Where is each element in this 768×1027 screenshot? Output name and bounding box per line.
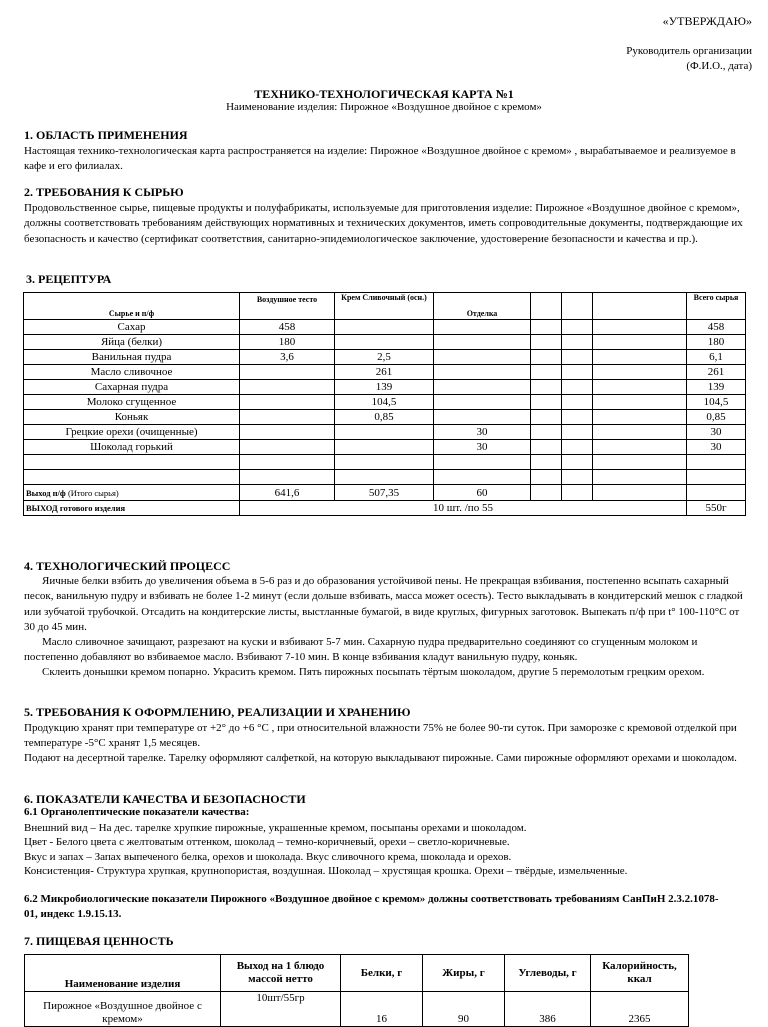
section-5-heading: 5. ТРЕБОВАНИЯ К ОФОРМЛЕНИЮ, РЕАЛИЗАЦИИ И ХРАНЕНИЮ: [24, 705, 411, 719]
table-cell: 30: [434, 425, 531, 440]
table-cell: [562, 440, 593, 455]
table-cell: 0,85: [335, 410, 434, 425]
table-row: [24, 410, 746, 425]
output-quantity: 10 шт. /по 55: [240, 501, 687, 516]
table-cell: [24, 470, 240, 485]
recipe-table: [23, 292, 746, 516]
table-cell: 60: [434, 485, 531, 501]
column-header: Отделка: [434, 293, 531, 320]
table-cell: 507,35: [335, 485, 434, 501]
table-cell: Грецкие орехи (очищенные): [24, 425, 240, 440]
table-cell: 139: [687, 380, 746, 395]
table-cell: 30: [687, 440, 746, 455]
nutrition-cell: Пирожное «Воздушное двойное с кремом»: [25, 992, 221, 1027]
table-cell: [531, 365, 562, 380]
column-header: [562, 293, 593, 320]
table-row: [24, 455, 746, 470]
table-cell: [593, 320, 687, 335]
table-cell: [240, 380, 335, 395]
table-cell: 180: [687, 335, 746, 350]
table-cell: 139: [335, 380, 434, 395]
nutrition-column-header: Углеводы, г: [505, 955, 591, 992]
output-row: [24, 501, 746, 516]
table-row: [24, 350, 746, 365]
yield-label-bold: Выход п/ф: [26, 487, 66, 498]
quality-consistency: Консистенция- Структура хрупкая, крупнопористая, воздушная. Шоколад – хрустящая крошка. Орехи – твёрдые, измельченные.: [24, 865, 628, 877]
document-title: ТЕХНИКО-ТЕХНОЛОГИЧЕСКАЯ КАРТА №1: [254, 87, 514, 101]
process-paragraph-1: Яичные белки взбить до увеличения объема в 5-6 раз и до образования устойчивой пены. Не прекращая взбивания, постепенно всыпать сахарный песок, ванильную пудру и взбивать не более 1-2 минут (если дольше взбивать, масса может осесть). Тесто выкладывать в кондитерский мешок с гладкой или зубчатой трубочкой. Отсадить на кондитерские листы, выстланные бумагой, в виде круглых, фигурных заготовок. Выпекать п/ф при t° 100-110°С от 30 до 45 мин.: [24, 575, 743, 634]
table-cell: [562, 485, 593, 501]
table-cell: [593, 335, 687, 350]
nutrition-cell: 2365: [591, 992, 689, 1027]
table-cell: [593, 440, 687, 455]
table-cell: [562, 470, 593, 485]
table-cell: [240, 440, 335, 455]
table-cell: [531, 335, 562, 350]
table-cell: [562, 350, 593, 365]
table-cell: [562, 365, 593, 380]
table-cell: [240, 425, 335, 440]
table-cell: [562, 425, 593, 440]
table-cell: 104,5: [335, 395, 434, 410]
yield-row: [24, 485, 746, 501]
nutrition-column-header: Жиры, г: [423, 955, 505, 992]
table-cell: [240, 455, 335, 470]
section-4-heading: 4. ТЕХНОЛОГИЧЕСКИЙ ПРОЦЕСС: [24, 559, 231, 573]
section-1-text: Настоящая технико-технологическая карта распространяется на изделие: Пирожное «Воздушное двойное с кремом» , вырабатываемое и реализуемое в кафе и его филиалах.: [24, 145, 736, 173]
table-cell: [593, 350, 687, 365]
table-cell: [434, 350, 531, 365]
storage-paragraph-2: Подают на десертной тарелке. Тарелку оформляют салфеткой, на которую выкладывают пирожные. Сами пирожные оформляют орехами и шоколадом.: [24, 752, 737, 764]
nutrition-header-row: [25, 955, 689, 992]
column-header: [531, 293, 562, 320]
table-cell: [335, 320, 434, 335]
table-cell: [335, 335, 434, 350]
section-3-heading: 3. РЕЦЕПТУРА: [26, 272, 112, 286]
table-cell: 261: [335, 365, 434, 380]
table-cell: [562, 320, 593, 335]
table-cell: [531, 380, 562, 395]
table-cell: 3,6: [240, 350, 335, 365]
table-cell: [335, 440, 434, 455]
nutrition-table: [24, 954, 689, 1027]
table-cell: 30: [687, 425, 746, 440]
nutrition-column-header: Наименование изделия: [25, 955, 221, 992]
table-row: [24, 470, 746, 485]
table-cell: [434, 395, 531, 410]
quality-appearance: Внешний вид – На дес. тарелке хрупкие пирожные, украшенные кремом, посыпаны орехами и шоколадом.: [24, 822, 527, 834]
nutrition-column-header: Белки, г: [341, 955, 423, 992]
nutrition-row: [25, 992, 689, 1027]
table-cell: Сахарная пудра: [24, 380, 240, 395]
table-cell: [531, 455, 562, 470]
table-cell: [531, 440, 562, 455]
table-cell: [335, 455, 434, 470]
table-cell: [593, 485, 687, 501]
table-cell: [434, 455, 531, 470]
table-cell: [687, 485, 746, 501]
table-row: [24, 380, 746, 395]
table-cell: 180: [240, 335, 335, 350]
table-cell: [531, 485, 562, 501]
table-cell: 261: [687, 365, 746, 380]
nutrition-column-header: Выход на 1 блюдо массой нетто: [221, 955, 341, 992]
nutrition-cell: 10шт/55гр: [221, 992, 341, 1027]
table-row: [24, 395, 746, 410]
table-cell: [593, 365, 687, 380]
nutrition-cell: 16: [341, 992, 423, 1027]
table-cell: [593, 395, 687, 410]
table-cell: 30: [434, 440, 531, 455]
organoleptic-heading: 6.1 Органолептические показатели качества:: [24, 806, 250, 818]
output-label: ВЫХОД готового изделия: [24, 501, 240, 516]
table-cell: [593, 470, 687, 485]
table-cell: [593, 380, 687, 395]
organization-head-label: Руководитель организации: [626, 45, 752, 57]
table-cell: [562, 410, 593, 425]
table-cell: [434, 380, 531, 395]
table-cell: 641,6: [240, 485, 335, 501]
recipe-table-header: [24, 293, 746, 320]
table-row: [24, 365, 746, 380]
column-header: Сырье и п/ф: [24, 293, 240, 320]
section-6-heading: 6. ПОКАЗАТЕЛИ КАЧЕСТВА И БЕЗОПАСНОСТИ: [24, 792, 306, 806]
table-cell: [434, 335, 531, 350]
table-row: [24, 335, 746, 350]
table-cell: [531, 410, 562, 425]
microbiology-requirements: 6.2 Микробиологические показатели Пирожного «Воздушное двойное с кремом» должны соответствовать требованиям СанПиН 2.3.2.1078-01, индекс 1.9.15.13.: [24, 893, 719, 921]
nutrition-cell: 386: [505, 992, 591, 1027]
yield-label-rest: (Итого сырья): [65, 487, 119, 498]
column-header: Крем Сливочный (осн.): [335, 293, 434, 320]
table-row: [24, 320, 746, 335]
section-1-heading: 1. ОБЛАСТЬ ПРИМЕНЕНИЯ: [24, 128, 188, 142]
table-cell: 2,5: [335, 350, 434, 365]
yield-label: [24, 485, 240, 501]
table-cell: [24, 455, 240, 470]
product-name: Наименование изделия: Пирожное «Воздушное двойное с кремом»: [226, 101, 542, 113]
storage-paragraph-1: Продукцию хранят при температуре от +2° до +6 °С , при относительной влажности 75% не более 90-ти суток. При заморозке с кремовой отделкой при температуре -5°С хранят 1,5 месяцев.: [24, 722, 737, 750]
quality-color: Цвет - Белого цвета с желтоватым оттенком, шоколад – темно-коричневый, орехи – светло-коричневые.: [24, 836, 510, 848]
table-cell: Масло сливочное: [24, 365, 240, 380]
table-cell: 458: [687, 320, 746, 335]
section-2-text: Продовольственное сырье, пищевые продукты и полуфабрикаты, используемые для приготовления изделие: Пирожное «Воздушное двойное с кремом», должны соответствовать требованиям действующих нормативных и технических документов, иметь сопроводительные документы, подтверждающие их безопасность и качество (сертификат соответствия, санитарно-эпидемиологическое заключение, удостоверение безопасности и качества и пр.).: [24, 202, 743, 245]
table-cell: [593, 425, 687, 440]
column-header: Воздушное тесто: [240, 293, 335, 320]
section-7-heading: 7. ПИЩЕВАЯ ЦЕННОСТЬ: [24, 934, 174, 948]
nutrition-cell: 90: [423, 992, 505, 1027]
table-cell: [687, 455, 746, 470]
table-cell: [531, 320, 562, 335]
process-paragraph-3: Склеить донышки кремом попарно. Украсить кремом. Пять пирожных посыпать тёртым шоколадом, другие 5 перемолотым грецким орехом.: [42, 666, 705, 678]
table-cell: 104,5: [687, 395, 746, 410]
table-cell: [562, 395, 593, 410]
quality-taste: Вкус и запах – Запах выпеченого белка, орехов и шоколада. Вкус сливочного крема, шоколада и орехов.: [24, 851, 512, 863]
table-cell: [434, 365, 531, 380]
table-cell: [434, 470, 531, 485]
table-cell: [434, 410, 531, 425]
table-cell: [687, 470, 746, 485]
table-cell: [240, 395, 335, 410]
column-header: [593, 293, 687, 320]
table-cell: Коньяк: [24, 410, 240, 425]
table-cell: Молоко сгущенное: [24, 395, 240, 410]
table-row: [24, 440, 746, 455]
table-cell: [434, 320, 531, 335]
nutrition-column-header: Калорийность, ккал: [591, 955, 689, 992]
table-cell: [562, 380, 593, 395]
table-cell: Яйца (белки): [24, 335, 240, 350]
table-cell: [240, 470, 335, 485]
table-cell: [593, 410, 687, 425]
table-cell: [240, 365, 335, 380]
approve-stamp: «УТВЕРЖДАЮ»: [662, 14, 752, 28]
fio-date-label: (Ф.И.О., дата): [686, 60, 752, 72]
table-cell: [531, 395, 562, 410]
table-cell: [335, 425, 434, 440]
section-2-heading: 2. ТРЕБОВАНИЯ К СЫРЬЮ: [24, 185, 184, 199]
table-cell: [562, 335, 593, 350]
table-cell: [335, 470, 434, 485]
table-cell: [531, 470, 562, 485]
table-cell: Ванильная пудра: [24, 350, 240, 365]
table-cell: [240, 410, 335, 425]
table-cell: Сахар: [24, 320, 240, 335]
table-row: [24, 425, 746, 440]
table-cell: 0,85: [687, 410, 746, 425]
table-cell: 458: [240, 320, 335, 335]
table-cell: [562, 455, 593, 470]
table-cell: 6,1: [687, 350, 746, 365]
process-paragraph-2: Масло сливочное зачищают, разрезают на куски и взбивают 5-7 мин. Сахарную пудра предварительно соединяют со сгущенным молоком и постепенно добавляют во взбиваемое масло. Взбивают 7-10 мин. В конце взбивания кладут ванильную пудру, коньяк.: [24, 636, 698, 664]
column-header: Всего сырья: [687, 293, 746, 320]
table-cell: [593, 455, 687, 470]
table-cell: [531, 350, 562, 365]
table-cell: Шоколад горький: [24, 440, 240, 455]
table-cell: [531, 425, 562, 440]
output-total: 550г: [687, 501, 746, 516]
